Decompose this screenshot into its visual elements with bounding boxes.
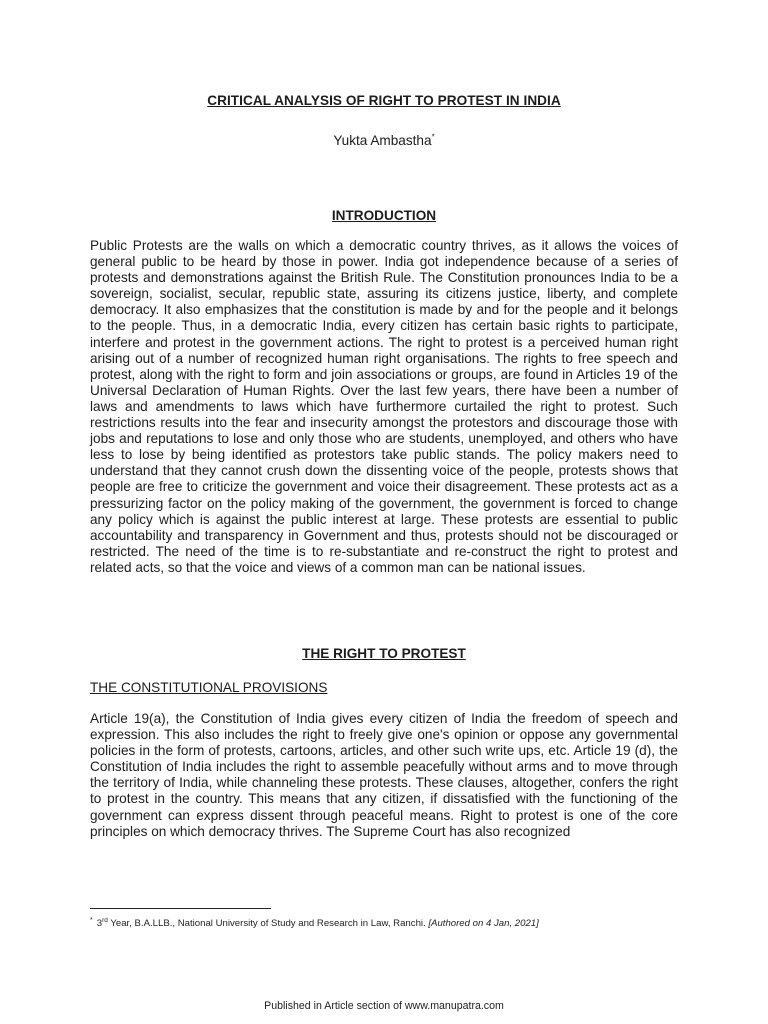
footnote-separator — [90, 908, 271, 909]
footnote — [90, 918, 539, 929]
author-footnote-mark: * — [431, 132, 435, 142]
author-name: Yukta Ambastha — [333, 133, 432, 148]
footnote-year: 3 — [96, 918, 103, 929]
document-title: CRITICAL ANALYSIS OF RIGHT TO PROTEST IN INDIA — [207, 93, 561, 108]
footnote-authored-note: [Authored on 4 Jan, 2021] — [428, 918, 539, 929]
introduction-heading: INTRODUCTION — [331, 208, 437, 223]
footnote-year-suffix: rd — [102, 916, 108, 924]
footnote-mark: * — [90, 917, 93, 924]
constitutional-provisions-paragraph: Article 19(a), the Constitution of India gives every citizen of India the freedom of speech and expression. This also includes the right to freely give one's opinion or oppose any governmental policies in the form of protests, cartoons, articles, and other such write ups, etc. Article 19 (d), the Constitution of India includes the right to assemble peacefully without arms and to move through the territory of India, while channeling these protests. These clauses, altogether, confers the right to protest in the country. This means that any citizen, if dissatisfied with the functioning of the government can express dissent through peaceful means. Right to protest is one of the core principles on which democracy thrives. The Supreme Court has also recognized — [90, 711, 678, 839]
right-to-protest-heading: THE RIGHT TO PROTEST — [302, 646, 466, 661]
page-footer: Published in Article section of www.manupatra.com — [264, 1000, 504, 1012]
footnote-text: Year, B.A.LLB., National University of Study and Research in Law, Ranchi. — [107, 918, 429, 929]
constitutional-provisions-subheading: THE CONSTITUTIONAL PROVISIONS — [90, 680, 328, 695]
author-line — [0, 133, 768, 148]
introduction-paragraph: Public Protests are the walls on which a democratic country thrives, as it allows the voices of general public to be heard by those in power. India got independence because of a series of protests and demonstrations against the British Rule. The Constitution pronounces India to be a sovereign, socialist, secular, republic state, assuring its citizens justice, liberty, and complete democracy. It also emphasizes that the constitution is made by and for the people and it belongs to the people. Thus, in a democratic India, every citizen has certain basic rights to participate, interfere and protest in the government actions. The right to protest is a perceived human right arising out of a number of recognized human right organisations. The rights to free speech and protest, along with the right to form and join associations or groups, are found in Articles 19 of the Universal Declaration of Human Rights. Over the last few years, there have been a number of laws and amendments to laws which have furthermore curtailed the right to protest. Such restrictions results into the fear and insecurity amongst the protestors and discourage those with jobs and reputations to lose and only those who are students, unemployed, and others who have less to lose by being identified as protestors take public stands. The policy makers need to understand that they cannot crush down the dissenting voice of the people, protests shows that people are free to criticize the government and voice their disagreement. These protests act as a pressurizing factor on the policy making of the government, the government is forced to change any policy which is against the public interest at large. These protests are essential to public accountability and transparency in Government and thus, protests should not be discouraged or restricted. The need of the time is to re-substantiate and re-construct the right to protest and related acts, so that the voice and views of a common man can be national issues. — [90, 238, 678, 575]
